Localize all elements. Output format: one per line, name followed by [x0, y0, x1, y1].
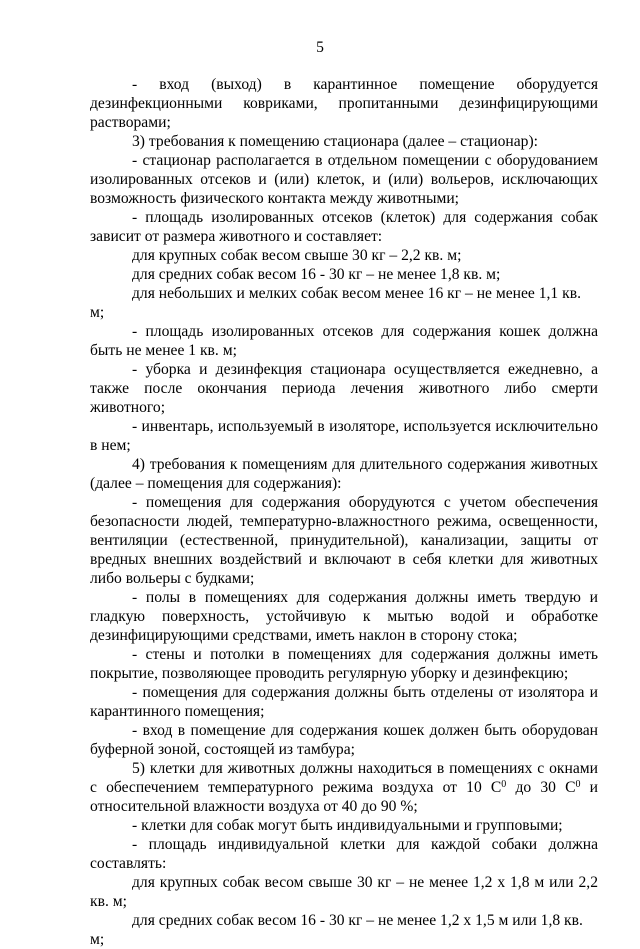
paragraph-cages-temperature: [90, 759, 598, 816]
heading-stationary-requirements: 3) требования к помещению стационара (далее – стационар):: [132, 133, 539, 150]
paragraph-dog-compartment-area: - площадь изолированных отсеков (клеток) для содержания собак зависит от размера животного и составляет:: [90, 209, 598, 245]
heading-long-term-premises: 4) требования к помещениям для длительного содержания животных (далее – помещения для содержания):: [90, 456, 598, 492]
paragraph-separation: - помещения для содержания должны быть отделены от изолятора и карантинного помещения;: [90, 684, 598, 720]
list-item-small-dogs: для небольших и мелких собак весом менее 16 кг – не менее 1,1 кв. м;: [90, 285, 581, 321]
paragraph-inventory: - инвентарь, используемый в изоляторе, используется исключительно в нем;: [90, 418, 598, 454]
temperature-text-middle: до 30 С: [506, 779, 576, 796]
temperature-text-end: и относительной влажности воздуха от 40 до 90 %;: [90, 779, 598, 815]
list-item-medium-dogs-cage: для средних собак весом 16 - 30 кг – не менее 1,2 х 1,5 м или 1,8 кв. м;: [90, 912, 583, 948]
paragraph-floors: - полы в помещениях для содержания должны иметь твердую и гладкую поверхность, устойчивую к мытью водой и обработке дезинфицирующими средствами, иметь наклон в сторону стока;: [90, 589, 598, 644]
degree-superscript: 0: [501, 779, 507, 790]
paragraph-cleaning: - уборка и дезинфекция стационара осуществляется ежедневно, а также после окончания периода лечения животного либо смерти животного;: [90, 361, 598, 416]
list-item-large-dogs: для крупных собак весом свыше 30 кг – 2,2 кв. м;: [132, 247, 462, 264]
paragraph-individual-cage-area: - площадь индивидуальной клетки для каждой собаки должна составлять:: [90, 836, 598, 872]
paragraph-cat-compartment-area: - площадь изолированных отсеков для содержания кошек должна быть не менее 1 кв. м;: [90, 323, 598, 359]
paragraph-quarantine-entrance: - вход (выход) в карантинное помещение оборудуется дезинфекционными ковриками, пропитанными дезинфицирующими растворами;: [90, 76, 598, 131]
degree-superscript: 0: [575, 779, 581, 790]
paragraph-premises-equipment: - помещения для содержания оборудуются с учетом обеспечения безопасности людей, температурно-влажностного режима, освещенности, вентиляции (естественной, принудительной), канализации, защиты от вредных внешних воздействий и включают в себя клетки для животных либо вольеры с будками;: [90, 494, 598, 587]
paragraph-dog-cage-types: - клетки для собак могут быть индивидуальными и групповыми;: [132, 817, 563, 834]
paragraph-walls-ceilings: - стены и потолки в помещениях для содержания должны иметь покрытие, позволяющее проводить регулярную уборку и дезинфекцию;: [90, 646, 598, 682]
temperature-text-start: 5) клетки для животных должны находиться в помещениях с окнами с обеспечением температурного режима воздуха от 10 С: [90, 760, 598, 796]
document-body: [90, 75, 598, 949]
paragraph-stationary-location: - стационар располагается в отдельном помещении с оборудованием изолированных отсеков и (или) клеток, и (или) вольеров, исключающих возможность физического контакта между животными;: [90, 152, 598, 207]
page-number: 5: [316, 39, 324, 56]
paragraph-cat-entrance: - вход в помещение для содержания кошек должен быть оборудован буферной зоной, состоящей из тамбура;: [90, 722, 598, 758]
list-item-large-dogs-cage: для крупных собак весом свыше 30 кг – не менее 1,2 х 1,8 м или 2,2 кв. м;: [90, 874, 598, 910]
list-item-medium-dogs: для средних собак весом 16 - 30 кг – не менее 1,8 кв. м;: [132, 266, 501, 283]
